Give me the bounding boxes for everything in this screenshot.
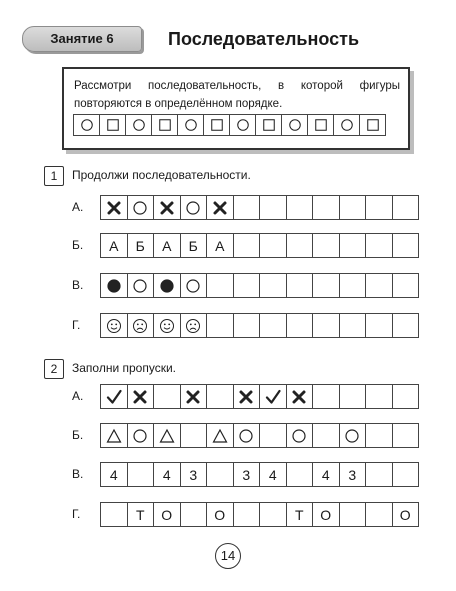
filled-cell bbox=[206, 233, 234, 258]
filled-cell bbox=[153, 273, 181, 298]
filled-cell bbox=[127, 384, 155, 409]
sequence-cell bbox=[203, 114, 230, 136]
cell-text: 3 bbox=[189, 466, 198, 483]
empty-answer-cell[interactable] bbox=[127, 462, 155, 487]
filled-cell bbox=[206, 502, 234, 527]
check-icon bbox=[106, 389, 122, 405]
page-number: 14 bbox=[215, 543, 241, 569]
filled-cell bbox=[392, 502, 420, 527]
filled-cell bbox=[127, 233, 155, 258]
answer-row bbox=[100, 313, 419, 338]
filled-cell bbox=[259, 384, 287, 409]
exercise-1-number: 1 bbox=[44, 166, 64, 186]
row-label: В. bbox=[72, 278, 84, 292]
filled-cell bbox=[127, 273, 155, 298]
square-icon bbox=[314, 118, 328, 132]
empty-answer-cell[interactable] bbox=[206, 384, 234, 409]
empty-answer-cell[interactable] bbox=[312, 313, 340, 338]
cell-text: О bbox=[320, 506, 332, 523]
empty-answer-cell[interactable] bbox=[233, 233, 261, 258]
lesson-badge: Занятие 6 bbox=[22, 26, 142, 52]
empty-answer-cell[interactable] bbox=[339, 313, 367, 338]
empty-answer-cell[interactable] bbox=[180, 502, 208, 527]
empty-answer-cell[interactable] bbox=[259, 233, 287, 258]
sequence-cell bbox=[333, 114, 360, 136]
row-label: А. bbox=[72, 200, 84, 214]
cross-icon bbox=[212, 200, 228, 216]
empty-answer-cell[interactable] bbox=[339, 233, 367, 258]
filled-cell bbox=[233, 462, 261, 487]
filled-cell bbox=[206, 195, 234, 220]
empty-answer-cell[interactable] bbox=[153, 384, 181, 409]
sequence-cell bbox=[73, 114, 100, 136]
triangle-icon bbox=[212, 428, 228, 444]
filled-cell bbox=[233, 423, 261, 448]
exercise-1-title: Продолжи последовательности. bbox=[72, 168, 251, 182]
empty-answer-cell[interactable] bbox=[259, 423, 287, 448]
empty-answer-cell[interactable] bbox=[312, 384, 340, 409]
cell-text: 4 bbox=[109, 466, 118, 483]
cell-text: 4 bbox=[162, 466, 171, 483]
filled-cell bbox=[100, 462, 128, 487]
filled-cell bbox=[180, 462, 208, 487]
row-label: В. bbox=[72, 467, 84, 481]
cross-icon bbox=[291, 389, 307, 405]
empty-answer-cell[interactable] bbox=[206, 313, 234, 338]
cross-icon bbox=[159, 200, 175, 216]
empty-answer-cell[interactable] bbox=[312, 233, 340, 258]
empty-answer-cell[interactable] bbox=[392, 195, 420, 220]
empty-answer-cell[interactable] bbox=[339, 384, 367, 409]
empty-answer-cell[interactable] bbox=[339, 502, 367, 527]
empty-answer-cell[interactable] bbox=[286, 233, 314, 258]
filled-cell bbox=[312, 502, 340, 527]
frown-icon bbox=[132, 318, 148, 334]
empty-answer-cell[interactable] bbox=[259, 273, 287, 298]
filled-cell bbox=[180, 233, 208, 258]
filled-cell bbox=[312, 462, 340, 487]
sequence-cell bbox=[177, 114, 204, 136]
circle-icon bbox=[344, 428, 360, 444]
circle-icon bbox=[238, 428, 254, 444]
square-icon bbox=[106, 118, 120, 132]
answer-row bbox=[100, 195, 419, 220]
cell-text: А bbox=[109, 237, 119, 254]
sequence-cell bbox=[255, 114, 282, 136]
circle-icon bbox=[184, 118, 198, 132]
cell-text: А bbox=[215, 237, 225, 254]
filled-cell bbox=[153, 195, 181, 220]
smile-icon bbox=[106, 318, 122, 334]
filled-cell bbox=[153, 423, 181, 448]
row-label: Б. bbox=[72, 428, 84, 442]
dot-icon bbox=[159, 278, 175, 294]
cell-text: О bbox=[161, 506, 173, 523]
cell-text: 3 bbox=[348, 466, 357, 483]
empty-answer-cell[interactable] bbox=[392, 384, 420, 409]
cell-text: 4 bbox=[268, 466, 277, 483]
empty-answer-cell[interactable] bbox=[365, 313, 393, 338]
check-icon bbox=[265, 389, 281, 405]
empty-answer-cell[interactable] bbox=[259, 313, 287, 338]
cell-text: О bbox=[399, 506, 411, 523]
empty-answer-cell[interactable] bbox=[206, 273, 234, 298]
empty-answer-cell[interactable] bbox=[365, 233, 393, 258]
filled-cell bbox=[286, 384, 314, 409]
filled-cell bbox=[339, 462, 367, 487]
sequence-cell bbox=[151, 114, 178, 136]
filled-cell bbox=[153, 462, 181, 487]
square-icon bbox=[262, 118, 276, 132]
circle-icon bbox=[185, 278, 201, 294]
exercise-2-title: Заполни пропуски. bbox=[72, 361, 176, 375]
answer-row bbox=[100, 384, 419, 409]
filled-cell bbox=[100, 384, 128, 409]
filled-cell bbox=[153, 502, 181, 527]
empty-answer-cell[interactable] bbox=[339, 195, 367, 220]
filled-cell bbox=[100, 273, 128, 298]
empty-answer-cell[interactable] bbox=[392, 313, 420, 338]
sequence-cell bbox=[281, 114, 308, 136]
filled-cell bbox=[180, 195, 208, 220]
empty-answer-cell[interactable] bbox=[312, 273, 340, 298]
empty-answer-cell[interactable] bbox=[286, 462, 314, 487]
empty-answer-cell[interactable] bbox=[365, 273, 393, 298]
empty-answer-cell[interactable] bbox=[233, 313, 261, 338]
triangle-icon bbox=[159, 428, 175, 444]
circle-icon bbox=[291, 428, 307, 444]
filled-cell bbox=[127, 502, 155, 527]
empty-answer-cell[interactable] bbox=[365, 384, 393, 409]
cell-text: 3 bbox=[242, 466, 251, 483]
square-icon bbox=[366, 118, 380, 132]
intro-text: Рассмотри последовательность, в которой фигуры повторяются в определённом порядке. bbox=[74, 80, 400, 110]
cross-icon bbox=[185, 389, 201, 405]
intro-sequence bbox=[73, 114, 386, 136]
circle-icon bbox=[288, 118, 302, 132]
filled-cell bbox=[206, 423, 234, 448]
circle-icon bbox=[132, 278, 148, 294]
empty-answer-cell[interactable] bbox=[180, 423, 208, 448]
exercise-2-number: 2 bbox=[44, 359, 64, 379]
filled-cell bbox=[100, 195, 128, 220]
empty-answer-cell[interactable] bbox=[286, 195, 314, 220]
filled-cell bbox=[153, 313, 181, 338]
filled-cell bbox=[180, 313, 208, 338]
answer-row bbox=[100, 423, 419, 448]
empty-answer-cell[interactable] bbox=[365, 195, 393, 220]
sequence-cell bbox=[307, 114, 334, 136]
circle-icon bbox=[132, 428, 148, 444]
empty-answer-cell[interactable] bbox=[259, 195, 287, 220]
empty-answer-cell[interactable] bbox=[233, 273, 261, 298]
empty-answer-cell[interactable] bbox=[392, 233, 420, 258]
filled-cell bbox=[180, 384, 208, 409]
answer-row bbox=[100, 462, 419, 487]
filled-cell bbox=[127, 423, 155, 448]
row-label: Г. bbox=[72, 318, 81, 332]
intro-box bbox=[62, 67, 410, 150]
empty-answer-cell[interactable] bbox=[312, 423, 340, 448]
sequence-cell bbox=[359, 114, 386, 136]
cell-text: Б bbox=[135, 237, 145, 254]
filled-cell bbox=[339, 423, 367, 448]
empty-answer-cell[interactable] bbox=[392, 423, 420, 448]
filled-cell bbox=[100, 423, 128, 448]
square-icon bbox=[158, 118, 172, 132]
cross-icon bbox=[106, 200, 122, 216]
row-label: Г. bbox=[72, 507, 81, 521]
sequence-cell bbox=[99, 114, 126, 136]
square-icon bbox=[210, 118, 224, 132]
circle-icon bbox=[236, 118, 250, 132]
circle-icon bbox=[340, 118, 354, 132]
answer-row bbox=[100, 502, 419, 527]
empty-answer-cell[interactable] bbox=[206, 462, 234, 487]
filled-cell bbox=[127, 195, 155, 220]
filled-cell bbox=[153, 233, 181, 258]
empty-answer-cell[interactable] bbox=[365, 462, 393, 487]
cell-text: О bbox=[214, 506, 226, 523]
dot-icon bbox=[106, 278, 122, 294]
cell-text: 4 bbox=[321, 466, 330, 483]
cell-text: А bbox=[162, 237, 172, 254]
empty-answer-cell[interactable] bbox=[365, 423, 393, 448]
empty-answer-cell[interactable] bbox=[233, 195, 261, 220]
filled-cell bbox=[259, 462, 287, 487]
empty-answer-cell[interactable] bbox=[100, 502, 128, 527]
filled-cell bbox=[100, 313, 128, 338]
cell-text: Т bbox=[135, 506, 145, 523]
triangle-icon bbox=[106, 428, 122, 444]
sequence-cell bbox=[229, 114, 256, 136]
filled-cell bbox=[233, 384, 261, 409]
sequence-cell bbox=[125, 114, 152, 136]
page-title: Последовательность bbox=[168, 29, 360, 49]
empty-answer-cell[interactable] bbox=[392, 462, 420, 487]
answer-row bbox=[100, 273, 419, 298]
filled-cell bbox=[127, 313, 155, 338]
cell-text: Т bbox=[294, 506, 304, 523]
empty-answer-cell[interactable] bbox=[286, 273, 314, 298]
circle-icon bbox=[80, 118, 94, 132]
empty-answer-cell[interactable] bbox=[312, 195, 340, 220]
filled-cell bbox=[100, 233, 128, 258]
cross-icon bbox=[238, 389, 254, 405]
empty-answer-cell[interactable] bbox=[339, 273, 367, 298]
empty-answer-cell[interactable] bbox=[365, 502, 393, 527]
empty-answer-cell[interactable] bbox=[286, 313, 314, 338]
row-label: Б. bbox=[72, 238, 84, 252]
circle-icon bbox=[132, 200, 148, 216]
empty-answer-cell[interactable] bbox=[259, 502, 287, 527]
circle-icon bbox=[185, 200, 201, 216]
row-label: А. bbox=[72, 389, 84, 403]
cell-text: Б bbox=[188, 237, 198, 254]
smile-icon bbox=[159, 318, 175, 334]
cross-icon bbox=[132, 389, 148, 405]
empty-answer-cell[interactable] bbox=[392, 273, 420, 298]
frown-icon bbox=[185, 318, 201, 334]
answer-row bbox=[100, 233, 419, 258]
circle-icon bbox=[132, 118, 146, 132]
filled-cell bbox=[286, 502, 314, 527]
filled-cell bbox=[180, 273, 208, 298]
empty-answer-cell[interactable] bbox=[233, 502, 261, 527]
filled-cell bbox=[286, 423, 314, 448]
